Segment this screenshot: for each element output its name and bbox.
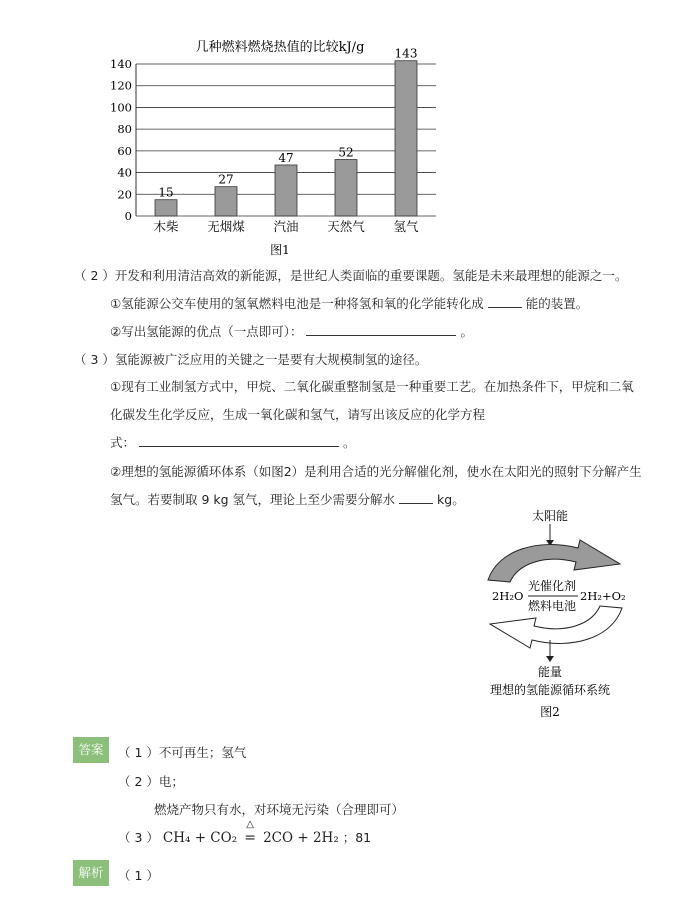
fuel-cell-label: 燃料电池 (527, 599, 577, 613)
figure2-title: 理想的氢能源循环系统 (489, 683, 611, 697)
equation-rhs: 2CO + 2H₂ (263, 830, 339, 846)
x-category-label: 天然气 (327, 219, 365, 234)
bar-value-label: 52 (338, 145, 354, 160)
q3-item1-line3-tail: 。 (342, 435, 356, 450)
bar-chart (100, 38, 450, 258)
q2-item2-text: ②写出氢能源的优点（一点即可）： (110, 324, 303, 339)
chart-title: 几种燃料燃烧热值的比较kJ/g (195, 40, 365, 55)
equals-sign: = (244, 830, 256, 846)
q3-intro: （ 3 ）氢能源被广泛应用的关键之一是要有大规模制氢的途径。 (74, 352, 428, 367)
answer-part3-prefix: （ 3 ） (118, 830, 159, 845)
x-category-label: 氢气 (393, 219, 419, 234)
bar-1 (155, 200, 177, 216)
energy-label: 能量 (537, 665, 563, 679)
answer-tag: 答案 (73, 737, 109, 763)
answer-blank (399, 492, 433, 504)
heating-condition: △ (246, 819, 254, 830)
y-tick-label: 60 (117, 143, 132, 158)
y-tick-label: 120 (110, 78, 132, 93)
chart-bars (153, 47, 419, 234)
y-tick-label: 40 (117, 165, 132, 180)
bar-4 (335, 160, 357, 216)
q2-item1-tail: 能的装置。 (525, 296, 589, 311)
bar-2 (215, 187, 237, 216)
chart-caption: 图1 (270, 243, 290, 257)
x-category-label: 木柴 (153, 219, 179, 234)
q2-intro: （ 2 ）开发和利用清洁高效的新能源，是世纪人类面临的重要课题。氢能是未来最理想的能源之一。 (74, 268, 628, 283)
answer-part2: （ 2 ）电； (118, 774, 184, 789)
q3-item1-line2: 化碳发生化学反应，生成一氧化碳和氢气，请写出该反应的化学方程 (110, 407, 486, 422)
analysis-tag: 解析 (73, 860, 109, 886)
y-tick-label: 80 (117, 122, 132, 137)
q3-item1-line3-text: 式： (110, 435, 136, 450)
catalyst-label: 光催化剂 (527, 579, 577, 593)
q2-item1-text: ①氢能源公交车使用的氢氧燃料电池是一种将氢和氧的化学能转化成 (110, 296, 484, 311)
q3-item2-line1: ②理想的氢能源循环体系（如图2）是利用合适的光分解催化剂，使水在太阳光的照射下分解产生 (110, 464, 642, 479)
arrowhead-bottom (546, 656, 554, 662)
y-tick-label: 20 (117, 187, 132, 202)
equation-lhs: CH₄ + CO₂ (162, 830, 238, 846)
answer-blank (139, 435, 339, 447)
water-label: 2H₂O (492, 589, 524, 603)
equation-sign (243, 819, 257, 846)
answer-part3-tail: ；81 (342, 830, 372, 845)
q2-item1 (110, 294, 588, 312)
bar-value-label: 143 (394, 46, 418, 61)
y-tick-label: 0 (124, 209, 132, 223)
bar-value-label: 27 (218, 172, 234, 187)
answer-part3 (118, 819, 372, 846)
figure2-caption: 图2 (540, 705, 560, 719)
answer-part2-detail: 燃烧产物只有水，对环境无污染（合理即可） (154, 802, 405, 817)
hydrogen-oxygen-label: 2H₂+O₂ (580, 589, 626, 603)
bar-3 (275, 165, 297, 216)
answer-blank (488, 296, 522, 308)
analysis-part1: （ 1 ） (118, 868, 159, 883)
y-tick-label: 140 (110, 57, 132, 71)
q3-item1-line3 (110, 433, 356, 451)
bar-5 (395, 61, 417, 216)
answer-blank (306, 324, 456, 336)
q3-item2-line2-tail: kg。 (437, 492, 465, 507)
q2-item2 (110, 322, 473, 340)
solar-energy-label: 太阳能 (531, 509, 569, 523)
bar-value-label: 15 (158, 185, 174, 200)
q3-item2-line2-text: 氢气。若要制取 9 kg 氢气，理论上至少需要分解水 (110, 492, 396, 507)
upper-cycle-arrow (488, 540, 620, 582)
q3-item2-line2 (110, 490, 465, 508)
y-tick-label: 100 (110, 100, 132, 115)
bar-value-label: 47 (278, 150, 294, 165)
answer-part1: （ 1 ）不可再生；氢气 (118, 745, 247, 760)
x-category-label: 汽油 (273, 219, 299, 234)
q2-item2-tail: 。 (460, 324, 473, 339)
x-category-label: 无烟煤 (207, 219, 245, 234)
hydrogen-cycle-diagram (470, 508, 640, 723)
q3-item1-line1: ①现有工业制氢方式中，甲烷、二氧化碳重整制氢是一种重要工艺。在加热条件下，甲烷和二氧 (110, 379, 634, 394)
y-axis-ticks (110, 57, 132, 223)
